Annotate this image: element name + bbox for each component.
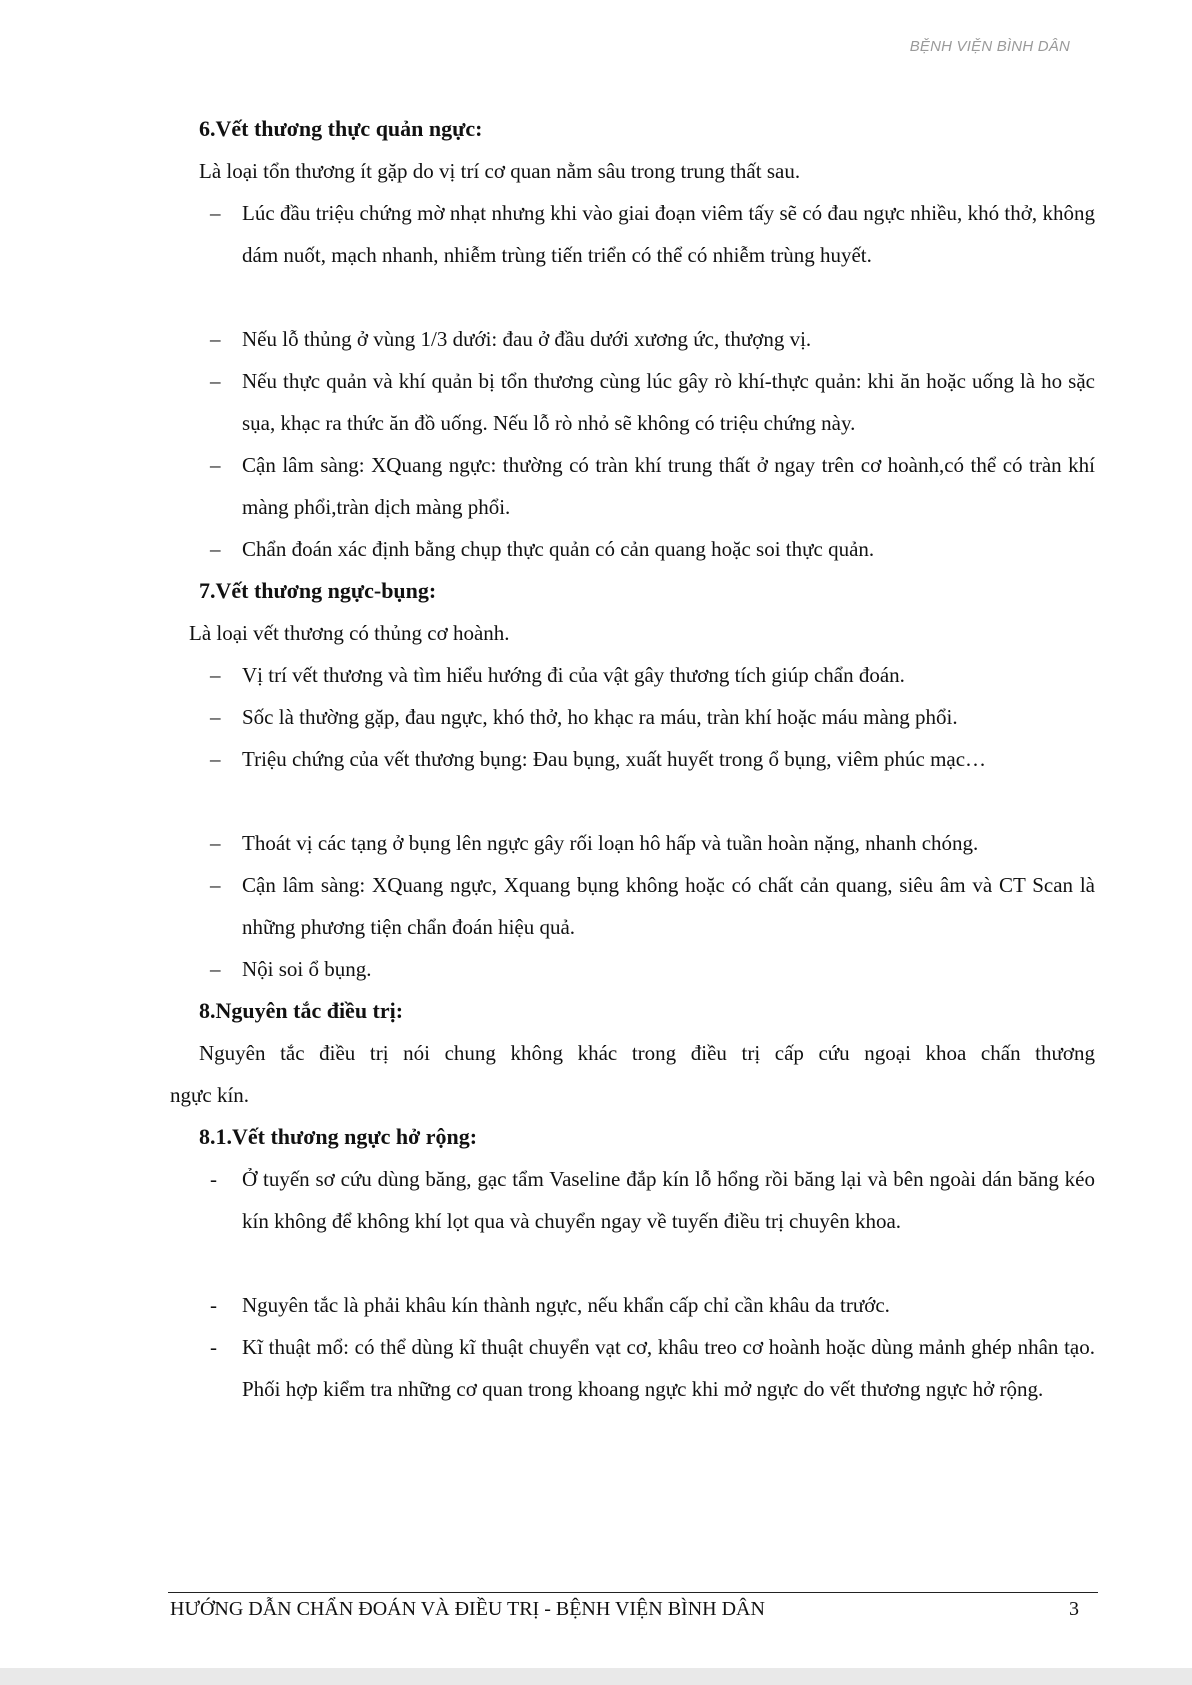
- dash-bullet: –: [210, 369, 221, 393]
- list-item: [210, 318, 1095, 360]
- dash-bullet: –: [210, 537, 221, 561]
- list-item-text: Thoát vị các tạng ở bụng lên ngực gây rối loạn hô hấp và tuần hoàn nặng, nhanh chóng.: [242, 831, 979, 855]
- dash-bullet: –: [210, 453, 221, 477]
- list-item: [210, 822, 1095, 864]
- list-item: [210, 444, 1095, 528]
- dash-bullet: –: [210, 873, 221, 897]
- list-item: [210, 654, 1095, 696]
- list-item-text: Nếu lỗ thủng ở vùng 1/3 dưới: đau ở đầu dưới xương ức, thượng vị.: [242, 327, 812, 351]
- list-item-text: Cận lâm sàng: XQuang ngực: thường có tràn khí trung thất ở ngay trên cơ hoành,có thể có tràn khí màng phổi,tràn dịch màng phổi.: [242, 453, 1095, 519]
- hyphen-bullet: -: [210, 1335, 217, 1359]
- hyphen-bullet: -: [210, 1167, 217, 1191]
- list-item-text: Lúc đầu triệu chứng mờ nhạt nhưng khi vào giai đoạn viêm tấy sẽ có đau ngực nhiều, khó thở, không dám nuốt, mạch nhanh, nhiễm trùng tiến triển có thể có nhiễm trùng huyết.: [242, 201, 1095, 267]
- list-item-text: Cận lâm sàng: XQuang ngực, Xquang bụng không hoặc có chất cản quang, siêu âm và CT Scan là những phương tiện chẩn đoán hiệu quả.: [242, 873, 1095, 939]
- list-item: [210, 696, 1095, 738]
- list-item-text: Nguyên tắc là phải khâu kín thành ngực, nếu khẩn cấp chỉ cần khâu da trước.: [242, 1293, 890, 1317]
- list-item: [210, 864, 1095, 948]
- list-item: [210, 738, 1095, 780]
- list-item: [210, 1284, 1095, 1326]
- section-heading-7: 7.Vết thương ngực-bụng:: [199, 578, 437, 603]
- dash-bullet: –: [210, 705, 221, 729]
- list-item: [210, 192, 1095, 276]
- page-bottom-edge: [0, 1668, 1192, 1685]
- section-heading-6: 6.Vết thương thực quản ngực:: [199, 116, 483, 141]
- dash-bullet: –: [210, 831, 221, 855]
- hyphen-bullet: -: [210, 1293, 217, 1317]
- list-item-text: Triệu chứng của vết thương bụng: Đau bụng, xuất huyết trong ổ bụng, viêm phúc mạc…: [242, 747, 987, 771]
- list-item-text: Nếu thực quản và khí quản bị tổn thương cùng lúc gây rò khí-thực quản: khi ăn hoặc uống là ho sặc sụa, khạc ra thức ăn đồ uống. Nếu lỗ rò nhỏ sẽ không có triệu chứng này.: [242, 369, 1095, 435]
- dash-bullet: –: [210, 663, 221, 687]
- section-heading-8: 8.Nguyên tắc điều trị:: [199, 998, 404, 1023]
- dash-bullet: –: [210, 201, 221, 225]
- list-item: [210, 948, 1095, 990]
- list-item: [210, 360, 1095, 444]
- footer-divider: [168, 1592, 1098, 1593]
- list-item: [210, 1326, 1095, 1410]
- dash-bullet: –: [210, 957, 221, 981]
- list-item: [210, 528, 1095, 570]
- section-intro-8-line1: Nguyên tắc điều trị nói chung không khác trong điều trị cấp cứu ngoại khoa chấn thương: [199, 1041, 1095, 1065]
- dash-bullet: –: [210, 747, 221, 771]
- section-heading-8-1: 8.1.Vết thương ngực hở rộng:: [199, 1124, 478, 1149]
- list-item-text: Sốc là thường gặp, đau ngực, khó thở, ho khạc ra máu, tràn khí hoặc máu màng phổi.: [242, 705, 958, 729]
- section-intro-6: Là loại tổn thương ít gặp do vị trí cơ quan nằm sâu trong trung thất sau.: [199, 159, 801, 183]
- section-intro-7: Là loại vết thương có thủng cơ hoành.: [189, 621, 510, 645]
- section-intro-8-line2: ngực kín.: [170, 1083, 250, 1107]
- list-item-text: Vị trí vết thương và tìm hiểu hướng đi của vật gây thương tích giúp chẩn đoán.: [242, 663, 905, 687]
- list-item-text: Nội soi ổ bụng.: [242, 957, 372, 981]
- list-item-text: Chẩn đoán xác định bằng chụp thực quản có cản quang hoặc soi thực quản.: [242, 537, 875, 561]
- page-number: 3: [1069, 1598, 1079, 1620]
- dash-bullet: –: [210, 327, 221, 351]
- list-item: [210, 1158, 1095, 1242]
- running-header: BỆNH VIỆN BÌNH DÂN: [909, 38, 1070, 55]
- list-item-text: Kĩ thuật mổ: có thể dùng kĩ thuật chuyển vạt cơ, khâu treo cơ hoành hoặc dùng mảnh ghép nhân tạo. Phối hợp kiểm tra những cơ quan trong khoang ngực khi mở ngực do vết thương ngực hở rộng.: [242, 1335, 1095, 1401]
- list-item-text: Ở tuyến sơ cứu dùng băng, gạc tẩm Vaseline đắp kín lỗ hổng rồi băng lại và bên ngoài dán băng kéo kín không để không khí lọt qua và chuyển ngay về tuyến điều trị chuyên khoa.: [242, 1167, 1095, 1233]
- footer-title: HƯỚNG DẪN CHẨN ĐOÁN VÀ ĐIỀU TRỊ - BỆNH VIỆN BÌNH DÂN: [170, 1598, 765, 1620]
